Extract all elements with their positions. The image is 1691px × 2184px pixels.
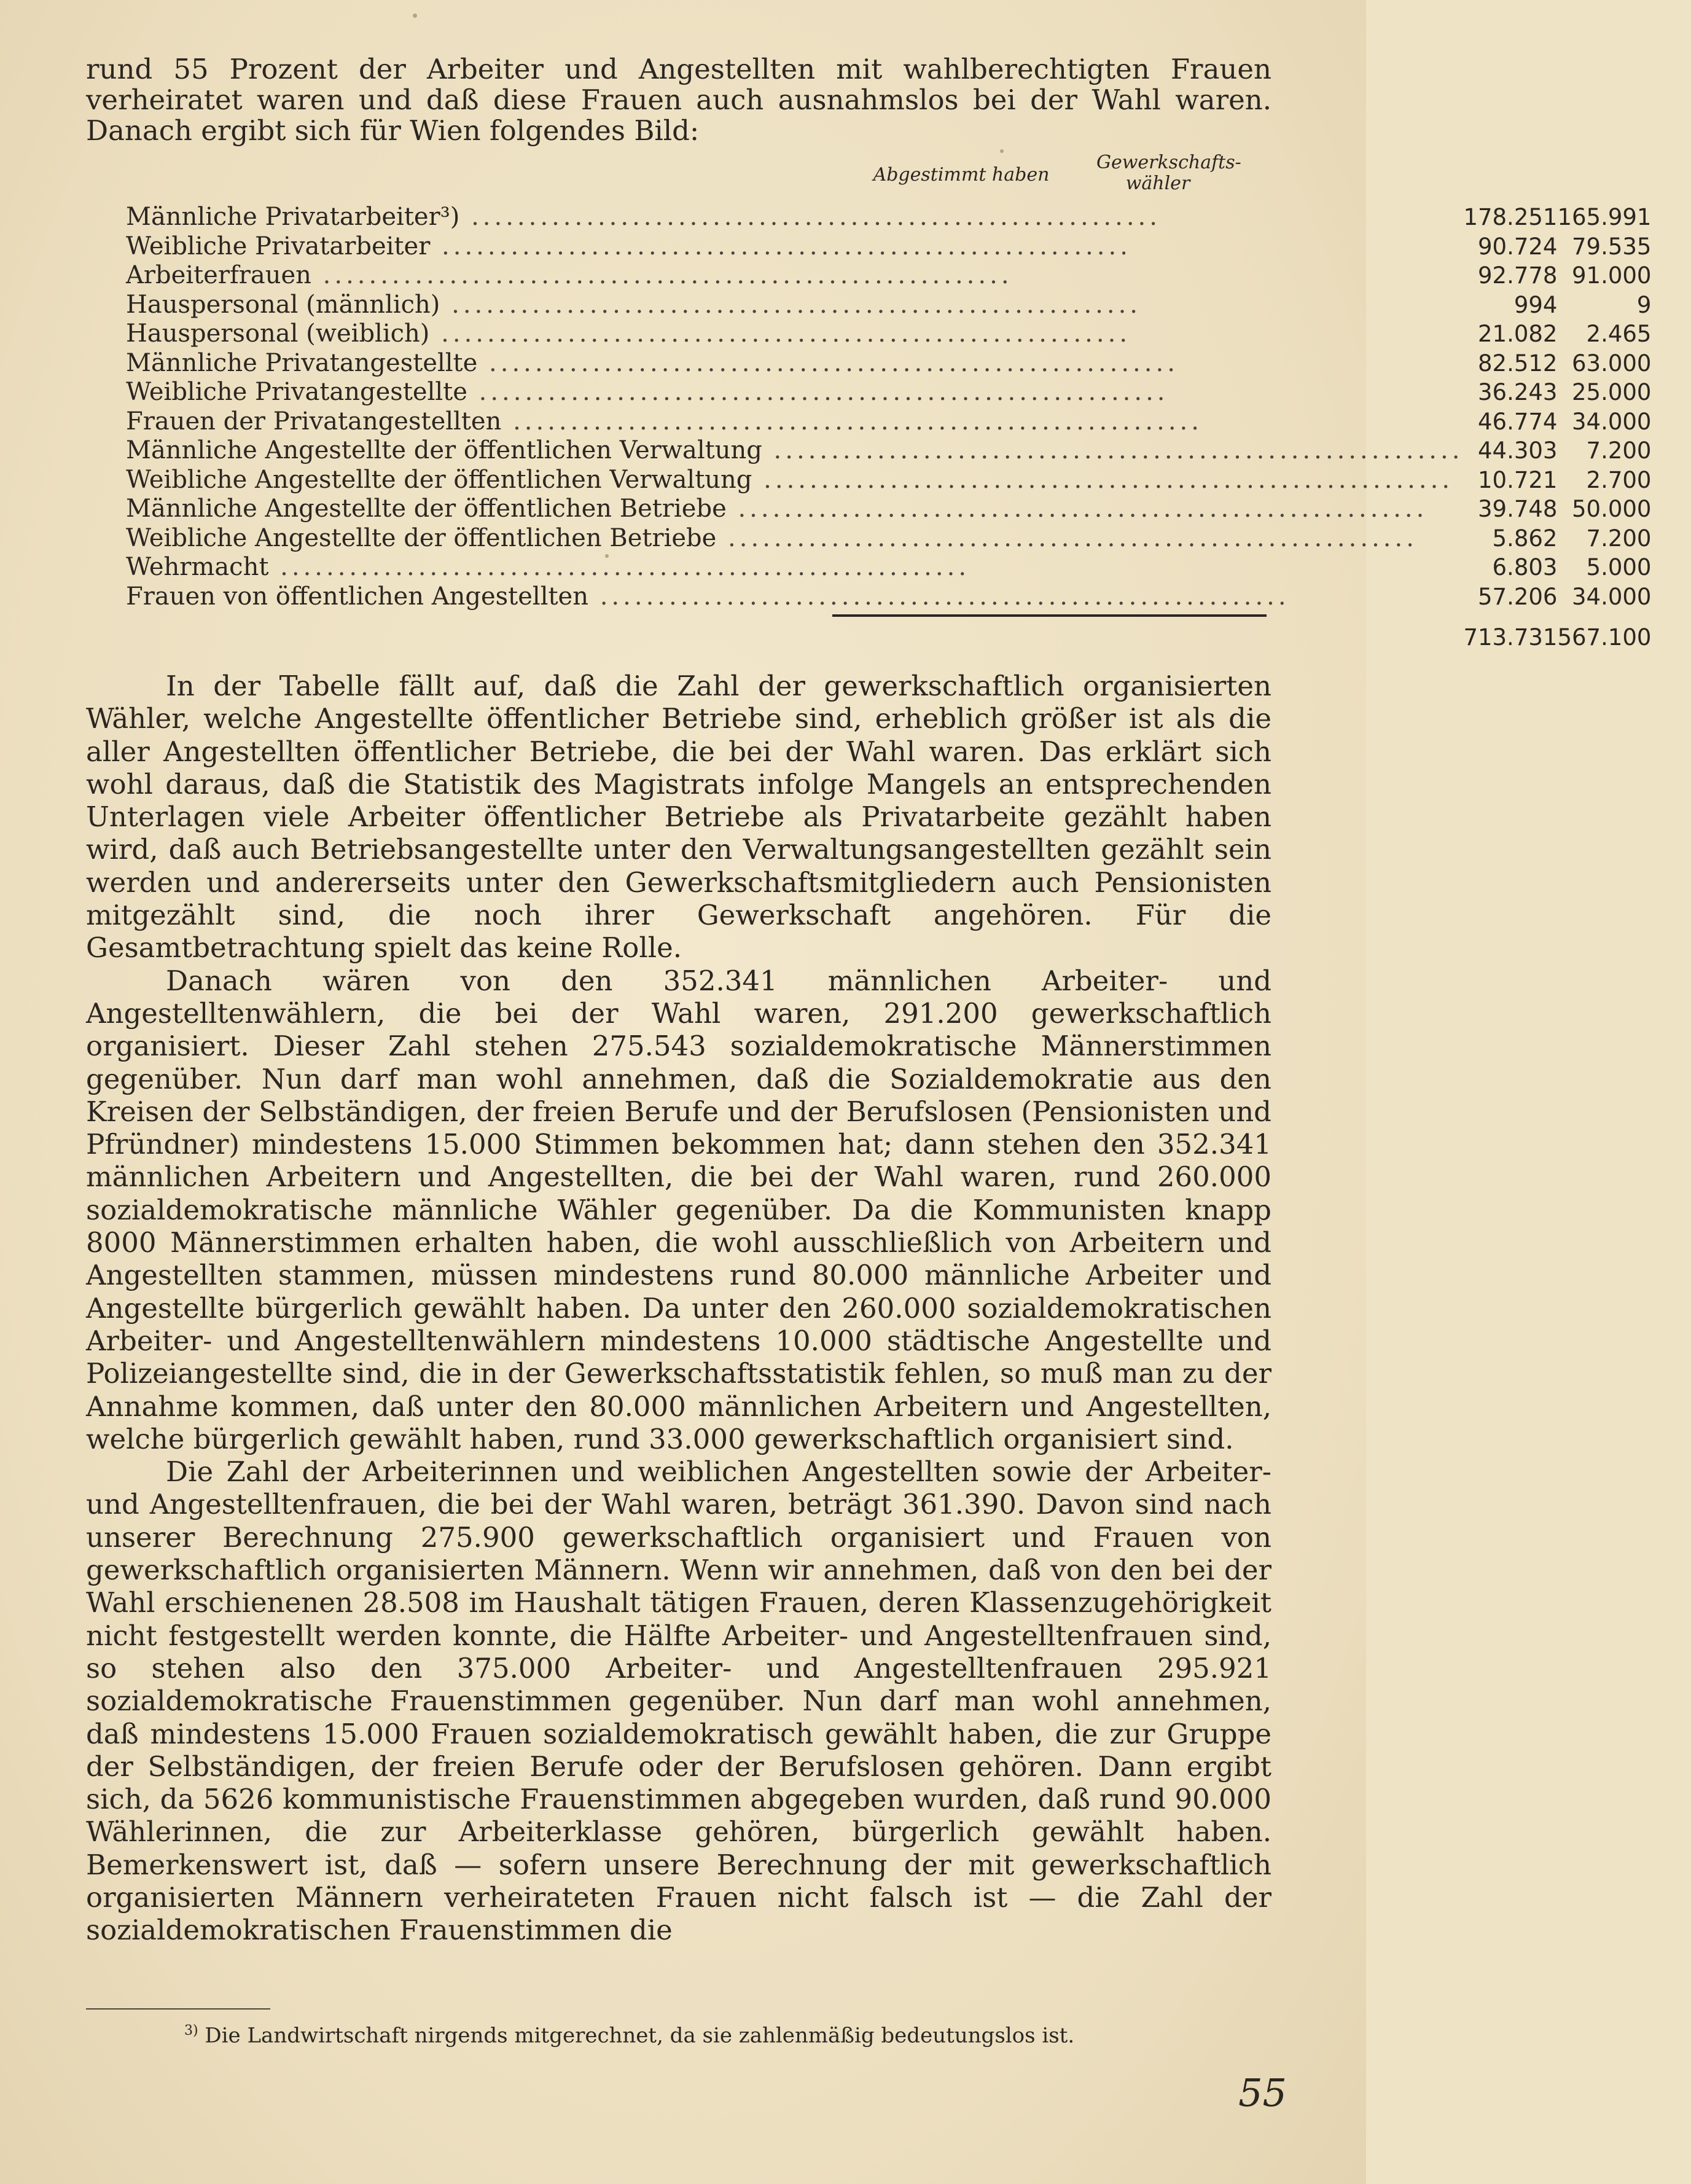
- table-row: [126, 553, 1691, 582]
- voted-value: 994: [1513, 291, 1558, 318]
- leader-dots: ............................................................: [440, 290, 1142, 319]
- leader-dots: ............................................................: [429, 319, 1131, 348]
- row-label-cell: [126, 203, 1463, 232]
- row-label-cell: [126, 407, 1463, 437]
- total-voted: 713.731: [1463, 624, 1558, 651]
- row-label: Männliche Privatangestellte: [126, 348, 478, 377]
- paper-speck: [413, 14, 417, 18]
- table-row: [126, 378, 1691, 407]
- intro-text: rund 55 Prozent der Arbeiter und Angestellten mit wahlberechtigten Frauen verheiratet waren und daß diese Frauen auch ausnahmslos bei der Wahl waren. Danach ergibt sich für Wien folgendes Bild:: [86, 53, 1271, 147]
- column-header-voted: Abgestimmt haben: [873, 164, 1050, 186]
- leader-dots: ............................................................: [430, 232, 1131, 260]
- row-label-cell: [126, 524, 1463, 554]
- row-label: Weibliche Privatangestellte: [126, 378, 467, 406]
- union-value: 91.000: [1572, 262, 1652, 289]
- union-value: 5.000: [1586, 554, 1652, 581]
- leader-dots: ............................................................: [467, 378, 1169, 406]
- row-label: Weibliche Privatarbeiter: [126, 232, 431, 260]
- union-value: 34.000: [1572, 583, 1652, 610]
- voted-value: 92.778: [1477, 262, 1558, 289]
- row-label-cell: [126, 319, 1463, 349]
- voted-value: 57.206: [1477, 583, 1558, 610]
- body-text: [86, 670, 1271, 1947]
- row-label: Männliche Privatarbeiter³): [126, 203, 460, 231]
- union-value: 2.465: [1586, 321, 1652, 347]
- union-value: 34.000: [1572, 408, 1652, 435]
- union-value: 7.200: [1586, 437, 1652, 464]
- union-value: 2.700: [1586, 466, 1652, 493]
- total-row: [126, 611, 1691, 653]
- leader-dots: ............................................................: [477, 348, 1179, 377]
- voted-value: 10.721: [1477, 466, 1558, 493]
- voter-table: [126, 203, 1652, 653]
- total-union: 567.100: [1557, 624, 1652, 651]
- table-row: [126, 466, 1691, 495]
- paragraph-2: Danach wären von den 352.341 männlichen Arbeiter- und Angestelltenwählern, die bei der Wahl waren, 291.200 gewerkschaftlich organisiert. Dieser Zahl stehen 275.543 sozialdemokratische Männerstimmen gegenüber. Nun darf man wohl annehmen, daß die Sozialdemokratie aus den Kreisen der Selbständigen, der freien Berufe und der Berufslosen (Pensionisten und Pfründner) mindestens 15.000 Stimmen bekommen hat; dann stehen den 352.341 männlichen Arbeitern und Angestellten, die bei der Wahl waren, rund 260.000 sozialdemokratische männliche Wähler gegenüber. Da die Kommunisten knapp 8000 Männerstimmen erhalten haben, die wohl ausschließlich von Arbeitern und Angestellten stammen, müssen mindestens rund 80.000 männliche Arbeiter und Angestellte bürgerlich gewählt haben. Da unter den 260.000 sozialdemokratischen Arbeiter- und Angestelltenwählern mindestens 10.000 städtische Angestellte und Polizeiangestellte sind, die in der Gewerkschaftsstatistik fehlen, so muß man zu der Annahme kommen, daß unter den 80.000 männlichen Arbeitern und Angestellten, welche bürgerlich gewählt haben, rund 33.000 gewerkschaftlich organisiert sind.: [86, 964, 1271, 1455]
- paragraph-1: In der Tabelle fällt auf, daß die Zahl der gewerkschaftlich organisierten Wähler, welche Angestellte öffentlicher Betriebe sind, erheblich größer ist als die aller Angestellten öffentlicher Betriebe, die bei der Wahl waren. Das erklärt sich wohl daraus, daß die Statistik des Magistrats infolge Mangels an entsprechenden Unterlagen viele Arbeiter öffentlicher Betriebe als Privatarbeite gezählt haben wird, daß auch Betriebsangestellte unter den Verwaltungsangestellten gezählt sein werden und andererseits unter den Gewerkschaftsmitgliedern auch Pensionisten mitgezählt sind, die noch ihrer Gewerkschaft angehören. Für die Gesamtbetrachtung spielt das keine Rolle.: [86, 670, 1271, 965]
- table-row: [126, 291, 1691, 320]
- total-rule: [832, 614, 1267, 617]
- table-row: [126, 349, 1691, 378]
- row-label: Hauspersonal (männlich): [126, 290, 440, 319]
- union-value: 7.200: [1586, 525, 1652, 552]
- row-label-cell: [126, 582, 1463, 612]
- footnote: [184, 2019, 1271, 2048]
- row-label-cell: [126, 495, 1463, 524]
- voted-value: 44.303: [1477, 437, 1558, 464]
- table-row: [126, 203, 1691, 232]
- row-label: Hauspersonal (weiblich): [126, 319, 430, 348]
- row-label: Weibliche Angestellte der öffentlichen Betriebe: [126, 523, 717, 552]
- voted-value: 178.251: [1463, 204, 1558, 230]
- voted-value: 46.774: [1477, 408, 1558, 435]
- row-label-cell: [126, 349, 1463, 378]
- row-label-cell: [126, 261, 1463, 291]
- row-label-cell: [126, 291, 1463, 320]
- footnote-text: Die Landwirtschaft nirgends mitgerechnet, da sie zahlenmäßig bedeutungslos ist.: [205, 2023, 1075, 2048]
- row-label: Weibliche Angestellte der öffentlichen Verwaltung: [126, 465, 752, 494]
- footnote-marker: 3): [184, 2023, 198, 2038]
- table-row: [126, 495, 1691, 524]
- union-value: 165.991: [1557, 204, 1652, 230]
- voted-value: 21.082: [1477, 321, 1558, 347]
- leader-dots: ............................................................: [588, 582, 1290, 611]
- intro-paragraph: [86, 54, 1271, 146]
- row-label-cell: [126, 553, 1463, 582]
- row-label: Männliche Angestellte der öffentlichen Verwaltung: [126, 436, 762, 464]
- union-value: 79.535: [1572, 233, 1652, 260]
- column-header-union: Gewerkschafts-wähler: [1096, 152, 1241, 194]
- page-number: 55: [1238, 2070, 1287, 2115]
- row-label: Arbeiterfrauen: [126, 261, 311, 289]
- leader-dots: ............................................................: [501, 407, 1203, 436]
- leader-dots: ............................................................: [268, 553, 970, 581]
- voted-value: 90.724: [1477, 233, 1558, 260]
- row-label-cell: [126, 466, 1463, 495]
- paragraph-3: Die Zahl der Arbeiterinnen und weiblichen Angestellten sowie der Arbeiter- und Angestelltenfrauen, die bei der Wahl waren, beträgt 361.390. Davon sind nach unserer Berechnung 275.900 gewerkschaftlich organisiert und Frauen von gewerkschaftlich organisierten Männern. Wenn wir annehmen, daß von den bei der Wahl erschienenen 28.508 im Haushalt tätigen Frauen, deren Klassenzugehörigkeit nicht festgestellt werden konnte, die Hälfte Arbeiter- und Angestelltenfrauen sind, so stehen also den 375.000 Arbeiter- und Angestelltenfrauen 295.921 sozialdemokratische Frauenstimmen gegenüber. Nun darf man wohl annehmen, daß mindestens 15.000 Frauen sozialdemokratisch gewählt haben, die zur Gruppe der Selbständigen, der freien Berufe oder der Berufslosen gehören. Dann ergibt sich, da 5626 kommunistische Frauenstimmen abgegeben wurden, daß rund 90.000 Wählerinnen, die zur Arbeiterklasse gehören, bürgerlich gewählt haben. Bemerkenswert ist, daß — sofern unsere Berechnung der mit gewerkschaftlich organisierten Männern verheirateten Frauen nicht falsch ist — die Zahl der sozialdemokratischen Frauenstimmen die: [86, 1455, 1271, 1947]
- table-row: [126, 436, 1691, 466]
- total-spacer: [126, 611, 1463, 653]
- voted-value: 82.512: [1477, 350, 1558, 377]
- table-row: [126, 524, 1691, 554]
- paper-speck: [1000, 149, 1004, 153]
- union-value: 63.000: [1572, 350, 1652, 377]
- voted-value: 5.862: [1492, 525, 1558, 552]
- table-row: [126, 232, 1691, 262]
- table-row: [126, 261, 1691, 291]
- leader-dots: ............................................................: [762, 436, 1464, 464]
- voted-value: 6.803: [1492, 554, 1558, 581]
- union-value: 9: [1636, 291, 1652, 318]
- leader-dots: ............................................................: [311, 261, 1013, 289]
- row-label: Frauen von öffentlichen Angestellten: [126, 582, 588, 611]
- row-label-cell: [126, 378, 1463, 407]
- row-label: Frauen der Privatangestellten: [126, 407, 502, 436]
- table-row: [126, 319, 1691, 349]
- leader-dots: ............................................................: [459, 203, 1161, 231]
- table-row: [126, 582, 1691, 612]
- union-value: 25.000: [1572, 379, 1652, 405]
- voted-value: 36.243: [1477, 379, 1558, 405]
- row-label: Männliche Angestellte der öffentlichen Betriebe: [126, 495, 727, 523]
- table-row: [126, 407, 1691, 437]
- row-label-cell: [126, 232, 1463, 262]
- row-label-cell: [126, 436, 1463, 466]
- leader-dots: ............................................................: [716, 523, 1418, 552]
- leader-dots: ............................................................: [752, 465, 1454, 494]
- leader-dots: ............................................................: [726, 495, 1428, 523]
- union-value: 50.000: [1572, 496, 1652, 522]
- row-label: Wehrmacht: [126, 553, 269, 581]
- voted-value: 39.748: [1477, 496, 1558, 522]
- footnote-rule: [86, 2008, 270, 2010]
